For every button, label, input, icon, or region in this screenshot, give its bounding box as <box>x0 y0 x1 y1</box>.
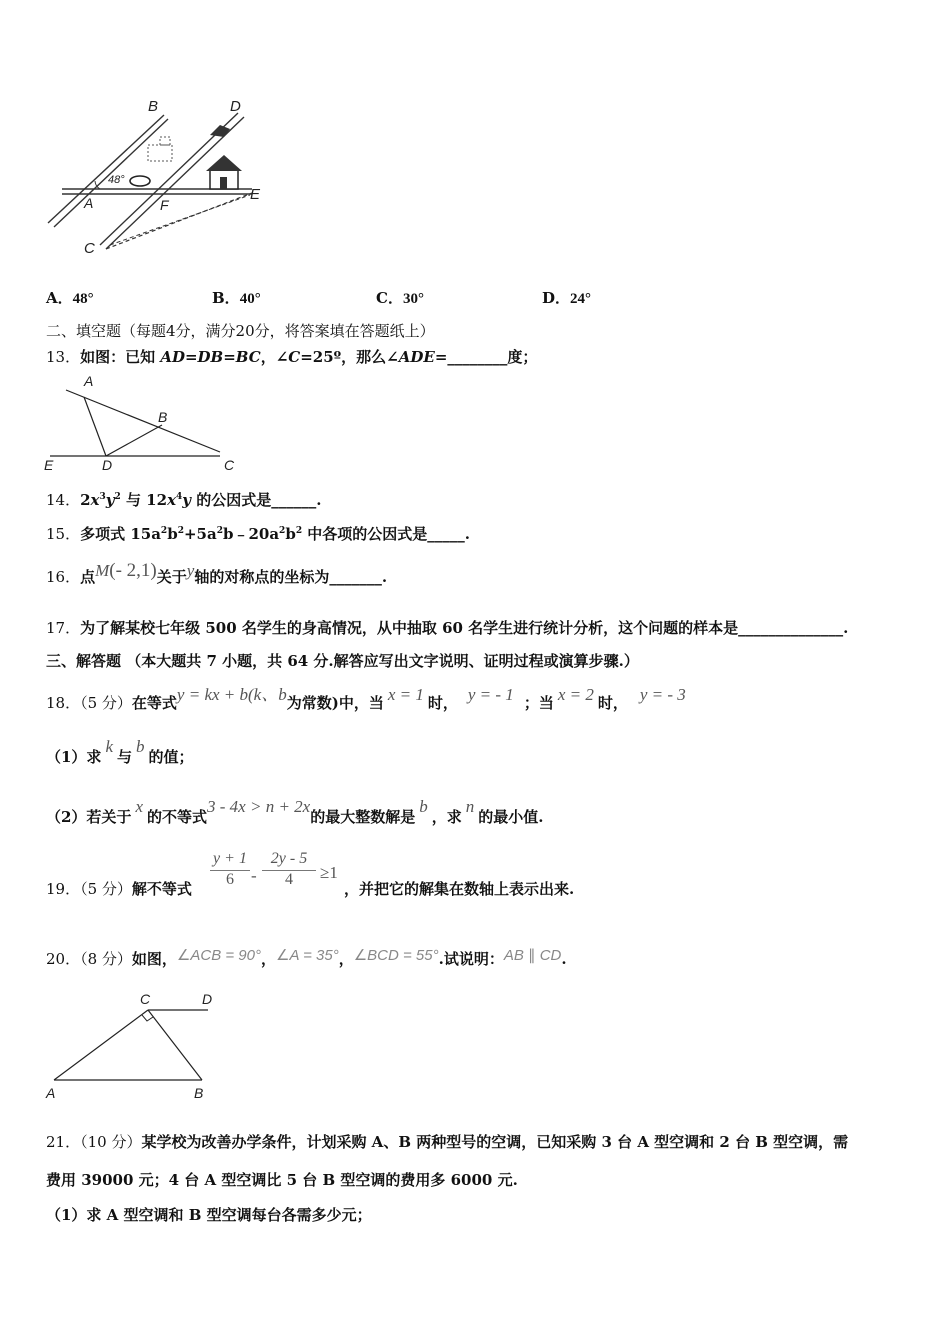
q19-minus: - <box>251 866 257 885</box>
option-key: D． <box>542 289 571 307</box>
q15-exp: 2 <box>160 526 168 536</box>
q20-text: ， <box>338 950 354 968</box>
question-number: 15． <box>46 525 81 543</box>
question-14 <box>46 489 321 510</box>
q21-part1: （1）求 A 型空调和 B 型空调每台各需多少元； <box>46 1206 372 1224</box>
question-score: （8 分） <box>80 950 132 968</box>
option-key: B． <box>212 289 240 307</box>
q19-denominator: 4 <box>285 871 293 888</box>
q16-point: M <box>95 561 110 580</box>
q13-figure <box>40 370 240 474</box>
q18-equation: y = kx + b(k、b <box>176 685 287 704</box>
q19-numerator: y + 1 <box>210 850 250 871</box>
q13-ade: ADE <box>398 348 435 366</box>
answer-blank: 轴的对称点的坐标为_______. <box>194 568 388 586</box>
q18-text: 时， <box>597 694 628 712</box>
q18-text: 时， <box>427 694 458 712</box>
option-key: A． <box>46 289 73 307</box>
q12-option-c <box>376 287 424 308</box>
q13-condition: AD=DB=BC <box>160 348 261 366</box>
q18-p1-text: 与 <box>116 748 132 766</box>
q15-text: b <box>167 525 178 543</box>
q18-p2-text: （2）若关于 <box>46 808 132 826</box>
question-18 <box>46 685 686 713</box>
answer-blank: =________ <box>434 348 508 366</box>
q15-text: b <box>285 525 296 543</box>
option-value: 40° <box>239 291 261 307</box>
q19-tail: ，并把它的解集在数轴上表示出来. <box>344 880 575 898</box>
q12-option-a <box>46 287 94 308</box>
label-a: A <box>46 1085 56 1101</box>
q14-exp: 2 <box>114 492 121 502</box>
label-a: A <box>84 195 94 211</box>
label-d: D <box>230 98 241 115</box>
q13-text: 度； <box>507 348 538 366</box>
question-number: 16． <box>46 568 81 586</box>
q17-text: 为了解某校七年级 500 名学生的身高情况，从中抽取 60 名学生进行统计分析，这个问题的样本是______________. <box>80 619 849 637</box>
q14-var: x <box>167 491 177 509</box>
line-ad <box>84 397 106 456</box>
label-e: E <box>44 457 54 473</box>
q18-inequality: 3 - 4x > n + 2x <box>207 797 311 816</box>
q20-text: . <box>561 950 567 968</box>
building-icon <box>148 137 172 161</box>
q18-text: 在等式 <box>131 694 177 712</box>
q18-text: ；当 <box>523 694 554 712</box>
q20-text: .试说明： <box>438 950 504 968</box>
q18-x2: x = 2 <box>557 685 594 704</box>
q12-figure <box>40 95 280 255</box>
tree-icon <box>210 125 230 137</box>
q15-exp: 2 <box>279 526 286 536</box>
q18-y1: y = - 1 <box>467 685 514 704</box>
q13-text: =25º，那么∠ <box>300 348 399 366</box>
q18-x1: x = 1 <box>387 685 424 704</box>
question-number: 21． <box>46 1133 81 1151</box>
q20-figure <box>40 988 230 1104</box>
q14-text: 2 <box>80 491 91 509</box>
q18-p1-text: （1）求 <box>46 748 102 766</box>
q12-option-d <box>542 287 591 308</box>
option-value: 48° <box>72 291 94 307</box>
q14-var: y <box>105 491 115 509</box>
q19-fraction-2 <box>262 850 316 889</box>
q18-p2-text: ，求 <box>431 808 462 826</box>
line-ce <box>106 193 252 249</box>
q18-k: k <box>105 737 113 756</box>
section-fill-in-heading: 二、填空题（每题4分，满分20分，将答案填在答题纸上） <box>46 322 435 340</box>
q15-exp: 2 <box>216 526 223 536</box>
label-b: B <box>158 409 168 425</box>
question-number: 13． <box>46 348 81 366</box>
q15-exp: 2 <box>177 526 184 536</box>
car-icon <box>130 176 150 186</box>
q20-text: ， <box>261 950 277 968</box>
question-20 <box>46 948 567 969</box>
line-ac <box>66 390 220 452</box>
q15-text: 多项式 15a <box>80 525 161 543</box>
q18-p2-text: 的最小值. <box>478 808 544 826</box>
q16-text: 关于 <box>156 568 187 586</box>
q21-line2: 费用 39000 元；4 台 A 型空调比 5 台 B 型空调的费用多 6000 元. <box>46 1171 518 1189</box>
q18-part2 <box>46 797 544 827</box>
q19-geq: ≥1 <box>320 863 338 882</box>
question-number: 14． <box>46 491 81 509</box>
question-number: 17． <box>46 619 81 637</box>
q18-p1-text: 的值； <box>148 748 194 766</box>
q19-numerator: 2y - 5 <box>262 850 316 871</box>
q18-text: 为常数)中，当 <box>286 694 384 712</box>
answer-blank: 的公因式是______. <box>191 491 322 509</box>
section-solve-heading: 三、解答题 （本大题共 7 小题，共 64 分.解答应写出文字说明、证明过程或演算步骤.） <box>46 652 639 670</box>
label-e: E <box>250 186 261 203</box>
q14-var: y <box>182 491 191 509</box>
angle-label: 48° <box>108 174 125 186</box>
q20-condition: ∠ACB = 90° <box>176 947 261 964</box>
question-17 <box>46 617 848 638</box>
right-angle-mark <box>142 1015 153 1021</box>
question-number: 19． <box>46 880 81 898</box>
label-d: D <box>102 457 113 473</box>
q18-n: n <box>465 797 475 816</box>
q18-y2: y = - 3 <box>639 685 686 704</box>
question-15 <box>46 523 470 544</box>
option-key: C． <box>376 289 403 307</box>
q18-p2-text: 的最大整数解是 <box>310 808 416 826</box>
question-number: 20． <box>46 950 81 968</box>
q18-b: b <box>419 797 428 816</box>
label-f: F <box>160 197 169 213</box>
label-b: B <box>194 1085 204 1101</box>
question-score: （5 分） <box>80 694 132 712</box>
q13-text: ，∠ <box>260 348 289 366</box>
q18-b: b <box>136 737 145 756</box>
label-c: C <box>140 991 151 1007</box>
question-score: （10 分） <box>80 1133 142 1151</box>
line-ab-inner <box>54 119 168 227</box>
q15-text: b﹣20a <box>222 525 280 543</box>
q18-x: x <box>135 797 143 816</box>
q18-p2-text: 的不等式 <box>147 808 208 826</box>
option-value: 24° <box>570 291 592 307</box>
q13-text: 如图：已知 <box>80 348 161 366</box>
label-b: B <box>148 98 159 115</box>
q13-c: C <box>288 348 301 366</box>
question-21 <box>46 1131 848 1152</box>
line-cb <box>148 1010 202 1080</box>
q15-exp: 2 <box>295 526 303 536</box>
q14-var: x <box>90 491 100 509</box>
answer-blank: 中各项的公因式是_____. <box>302 525 471 543</box>
q12-option-b <box>212 287 261 308</box>
q20-text: 如图， <box>131 950 177 968</box>
q19-denominator: 6 <box>226 871 234 888</box>
q20-conclusion: AB ∥ CD <box>503 947 562 964</box>
line-ab <box>48 115 164 223</box>
question-score: （5 分） <box>80 880 132 898</box>
q20-condition: ∠A = 35° <box>276 947 339 964</box>
question-19 <box>46 878 192 899</box>
q20-condition: ∠BCD = 55° <box>353 947 439 964</box>
label-c: C <box>84 240 95 255</box>
q14-text: 与 12 <box>120 491 168 509</box>
question-13 <box>46 346 537 367</box>
question-16 <box>46 560 388 588</box>
line-db <box>106 425 162 456</box>
label-c: C <box>224 457 235 473</box>
question-number: 18． <box>46 694 81 712</box>
q16-y: y <box>186 561 195 580</box>
option-value: 30° <box>402 291 424 307</box>
q16-coord: (- 2,1) <box>109 560 157 581</box>
q19-text: 解不等式 <box>131 880 192 898</box>
q14-exp: 4 <box>176 492 183 502</box>
q14-exp: 3 <box>99 492 106 502</box>
label-d: D <box>202 991 213 1007</box>
q18-part1 <box>46 737 194 767</box>
q19-fraction-1 <box>210 850 250 889</box>
house-icon <box>206 155 242 189</box>
line-ac <box>54 1010 148 1080</box>
label-a: A <box>84 373 94 389</box>
q21-text: 某学校为改善办学条件，计划采购 A、B 两种型号的空调，已知采购 3 台 A 型空调和 2 台 B 型空调，需 <box>141 1133 849 1151</box>
q15-text: +5a <box>183 525 217 543</box>
q16-text: 点 <box>80 568 96 586</box>
